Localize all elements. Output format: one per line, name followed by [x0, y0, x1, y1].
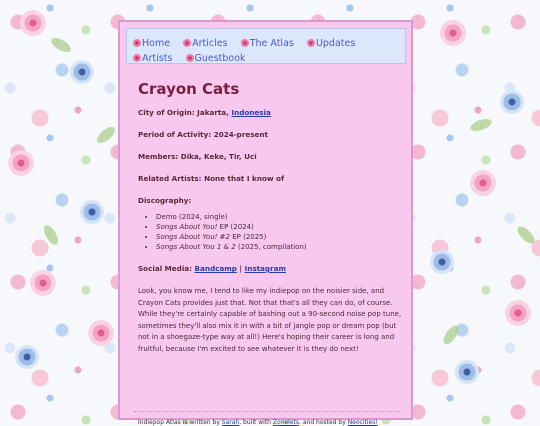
nav-link-label: Artists [142, 53, 173, 64]
discography-heading: Discography: [138, 196, 192, 205]
nav-link-updates[interactable] [307, 38, 355, 49]
review-paragraph: Look, you know me, I tend to like my indiepop on the noisier side, and Crayon Cats provides just that. Not that that's all they can do, of course. While they're certainly capable of bashing out a 90-second noise pop tune, sometimes they'll also mix it in with a bit of jangle pop or dream pop (but not in a shoegaze-type way at all!) Here's hoping their career is long and fruitful, because I'm excited to see whatever it is they do next! [138, 287, 402, 353]
flower-decoration [430, 250, 454, 274]
list-item [156, 242, 408, 252]
activity-label: Period of Activity: [138, 130, 212, 139]
leaf-decoration [441, 323, 462, 347]
nav-link-label: Articles [192, 38, 228, 49]
page-title: Crayon Cats [138, 80, 240, 98]
nav-link-label: Updates [315, 38, 356, 49]
release-title: Songs About You 1 & 2 [156, 243, 236, 251]
article-content [138, 80, 408, 355]
zonelets-link[interactable]: Zonelets [272, 419, 300, 426]
release-info: EP (2025) [232, 233, 267, 241]
flower-decoration [455, 360, 479, 384]
list-item [156, 212, 408, 222]
origin-line [138, 108, 408, 117]
neocities-link[interactable]: Neocities! [347, 419, 378, 426]
footer-text: , built with [239, 419, 271, 426]
release-info: (2025, compilation) [237, 243, 307, 251]
release-title: Songs About You! [156, 223, 218, 231]
release-info: (2024, single) [179, 213, 228, 221]
flower-decoration [8, 150, 34, 176]
flower-decoration [70, 60, 94, 84]
origin-label: City of Origin: [138, 108, 195, 117]
leaf-decoration [94, 124, 117, 146]
flower-icon [186, 54, 194, 62]
flower-decoration [500, 90, 524, 114]
flower-decoration [30, 270, 56, 296]
members-line [138, 152, 408, 161]
origin-city: Jakarta, [197, 108, 229, 117]
flower-decoration [88, 320, 114, 346]
related-value: None that I know of [204, 174, 285, 183]
flower-decoration [15, 345, 39, 369]
leaf-decoration [469, 117, 493, 134]
nav-link-guestbook[interactable] [186, 53, 246, 64]
flower-decoration [80, 200, 104, 224]
nav-link-artists[interactable] [133, 53, 172, 64]
members-value: Dika, Keke, Tir, Uci [180, 152, 257, 161]
social-label: Social Media: [138, 264, 193, 273]
release-title: Demo [156, 213, 177, 221]
nav-link-label: Guestbook [194, 53, 246, 64]
release-title: Songs About You! #2 [156, 233, 230, 241]
related-artists-line [138, 174, 408, 183]
origin-country-link[interactable]: Indonesia [231, 108, 271, 117]
leaf-decoration [49, 35, 73, 55]
footer-text: , and hosted by [299, 419, 346, 426]
flower-decoration [505, 300, 531, 326]
flower-icon [307, 39, 315, 47]
nav-link-label: The Atlas [249, 38, 294, 49]
list-item [156, 222, 408, 232]
members-label: Members: [138, 152, 179, 161]
flower-decoration [470, 170, 496, 196]
flower-icon [133, 54, 141, 62]
social-separator: | [239, 264, 243, 273]
release-info: EP (2024) [219, 223, 254, 231]
instagram-link[interactable]: Instagram [244, 264, 286, 273]
discography-list [138, 212, 408, 252]
leaf-decoration [515, 224, 538, 247]
nav-link-label: Home [142, 38, 171, 49]
activity-line [138, 130, 408, 139]
list-item [156, 232, 408, 242]
main-container [118, 20, 413, 426]
leaf-decoration [41, 223, 61, 247]
footer [138, 419, 378, 426]
nav-bar [126, 28, 406, 64]
author-link[interactable]: Sarah [221, 419, 240, 426]
social-media-line [138, 264, 408, 273]
flower-decoration [440, 20, 466, 46]
bandcamp-link[interactable]: Bandcamp [194, 264, 237, 273]
footer-divider [134, 411, 400, 412]
related-label: Related Artists: [138, 174, 202, 183]
activity-value: 2024-present [213, 130, 268, 139]
flower-decoration [20, 10, 46, 36]
footer-text: Indiepop Atlas is written by [138, 419, 220, 426]
